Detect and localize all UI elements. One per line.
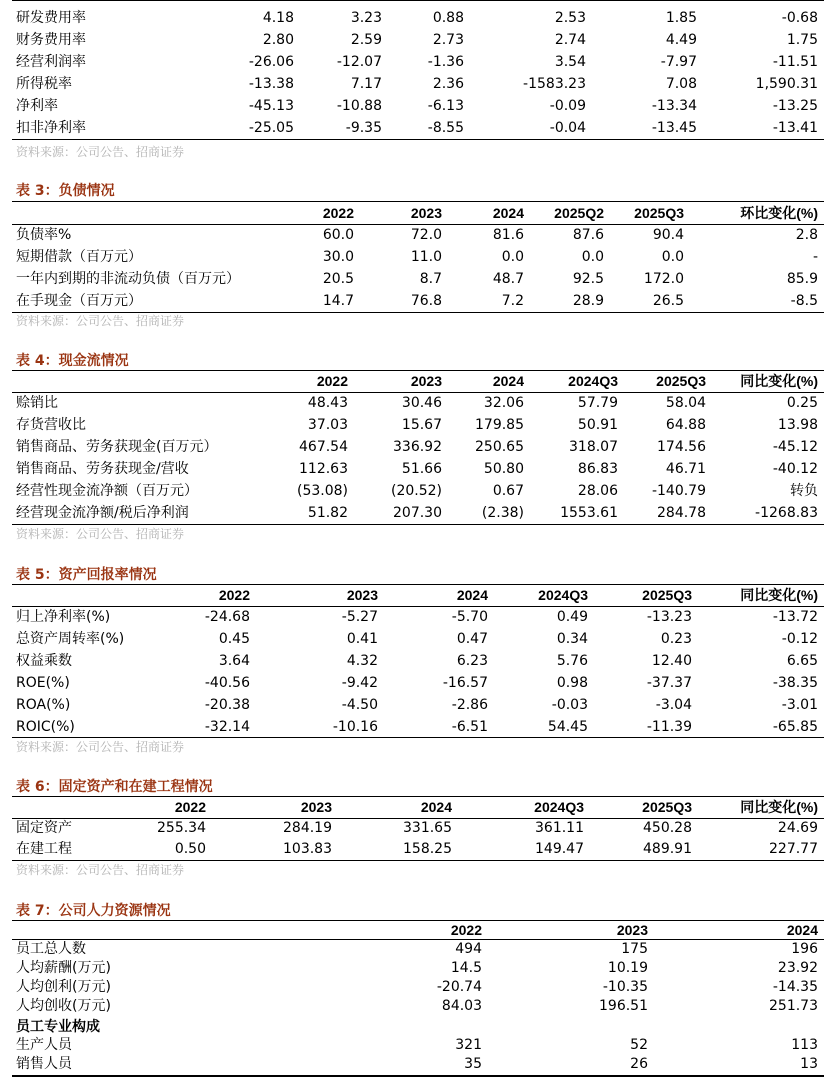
cell: -10.16 — [332, 719, 378, 735]
table-row — [12, 503, 824, 524]
row-label: 赊销比 — [16, 395, 58, 411]
row-label: 人均创利(万元) — [16, 979, 111, 995]
table-row — [12, 52, 824, 73]
row-label: 归上净利率(%) — [16, 609, 111, 625]
row-label: 短期借款（百万元） — [16, 249, 142, 265]
cell: 2.8 — [795, 227, 818, 243]
cell: -5.27 — [341, 609, 378, 625]
cell: 76.8 — [410, 293, 442, 309]
cell: 1.85 — [665, 10, 697, 26]
column-header: 2024Q3 — [568, 373, 618, 389]
cell: 336.92 — [393, 439, 442, 455]
table-row — [12, 96, 824, 117]
cell: 0.88 — [432, 10, 464, 26]
cell: -7.97 — [660, 54, 697, 70]
cell: 58.04 — [665, 395, 706, 411]
cell: 57.79 — [577, 395, 618, 411]
cell: 54.45 — [547, 719, 588, 735]
table-title: 表 6：固定资产和在建工程情况 — [16, 779, 213, 795]
cell: 361.11 — [535, 820, 584, 836]
table-title: 表 4：现金流情况 — [16, 353, 129, 369]
cell: 26.5 — [652, 293, 684, 309]
cell: 196 — [791, 941, 818, 957]
cell: 0.25 — [786, 395, 818, 411]
column-header: 2024Q3 — [538, 587, 588, 603]
cell: -1583.23 — [523, 76, 586, 92]
cell: 179.85 — [475, 417, 524, 433]
cell: 0.0 — [501, 249, 524, 265]
cell: 284.78 — [657, 505, 706, 521]
table-row — [12, 607, 824, 628]
table-row — [12, 818, 824, 839]
column-header: 2025Q3 — [634, 205, 684, 221]
cell: 6.65 — [786, 653, 818, 669]
column-header: 2024 — [492, 373, 524, 389]
cell: -6.13 — [427, 98, 464, 114]
cell: 255.34 — [157, 820, 206, 836]
table-row — [12, 977, 824, 998]
row-label: ROA(%) — [16, 697, 71, 713]
cell: 86.83 — [577, 461, 618, 477]
cell: 28.9 — [572, 293, 604, 309]
column-header: 同比变化(%) — [740, 587, 818, 603]
cell: 251.73 — [769, 998, 818, 1014]
cell: -3.04 — [655, 697, 692, 713]
cell: 81.6 — [492, 227, 524, 243]
row-label: 扣非净利率 — [16, 120, 86, 136]
cell: 64.88 — [665, 417, 706, 433]
cell: -4.50 — [341, 697, 378, 713]
cell: 11.0 — [410, 249, 442, 265]
cell: 87.6 — [572, 227, 604, 243]
table-row — [12, 8, 824, 29]
cell: 227.77 — [769, 841, 818, 857]
cell: 35 — [464, 1056, 482, 1072]
cell: 51.82 — [307, 505, 348, 521]
cell: 14.7 — [322, 293, 354, 309]
cell: 30.0 — [322, 249, 354, 265]
table-bottom-rule — [12, 139, 824, 140]
cell: 2.80 — [262, 32, 294, 48]
cell: 30.46 — [401, 395, 442, 411]
table-header-row — [12, 203, 824, 224]
cell: - — [812, 249, 818, 265]
cell: 158.25 — [403, 841, 452, 857]
cell: 0.50 — [174, 841, 206, 857]
cell: 1,590.31 — [755, 76, 818, 92]
table-subhead-row — [12, 1016, 824, 1037]
column-header: 2022 — [450, 922, 482, 938]
table-row — [12, 717, 824, 738]
cell: 0.23 — [660, 631, 692, 647]
cell: -140.79 — [651, 483, 706, 499]
row-label: 销售商品、劳务获现金/营收 — [16, 461, 189, 477]
cell: -16.57 — [442, 675, 488, 691]
cell: 52 — [630, 1037, 648, 1053]
cell: 0.47 — [456, 631, 488, 647]
table-row — [12, 225, 824, 246]
cell: 13.98 — [777, 417, 818, 433]
column-header: 2022 — [218, 587, 250, 603]
cell: 0.41 — [346, 631, 378, 647]
cell: 84.03 — [441, 998, 482, 1014]
cell: 48.7 — [492, 271, 524, 287]
cell: 4.18 — [262, 10, 294, 26]
cell: 450.28 — [643, 820, 692, 836]
cell: 174.56 — [657, 439, 706, 455]
cell: 250.65 — [475, 439, 524, 455]
cell: -12.07 — [336, 54, 382, 70]
cell: 13 — [800, 1056, 818, 1072]
cell: -45.13 — [248, 98, 294, 114]
row-label: 权益乘数 — [16, 653, 72, 669]
table-row — [12, 118, 824, 139]
cell: 5.76 — [556, 653, 588, 669]
cell: 112.63 — [299, 461, 348, 477]
cell: 1553.61 — [560, 505, 618, 521]
cell: 20.5 — [322, 271, 354, 287]
cell: 4.32 — [346, 653, 378, 669]
cell: -40.12 — [772, 461, 818, 477]
cell: -13.38 — [248, 76, 294, 92]
cell: 60.0 — [322, 227, 354, 243]
cell: -25.05 — [248, 120, 294, 136]
cell: -0.68 — [781, 10, 818, 26]
cell: 37.03 — [307, 417, 348, 433]
table-bottom-rule — [12, 1075, 824, 1077]
cell: -20.38 — [204, 697, 250, 713]
table-row — [12, 1054, 824, 1075]
source-note: 资料来源：公司公告、招商证券 — [16, 314, 185, 328]
cell: 207.30 — [393, 505, 442, 521]
cell: 3.23 — [350, 10, 382, 26]
cell: -20.74 — [436, 979, 482, 995]
cell: 28.06 — [577, 483, 618, 499]
cell: -9.42 — [341, 675, 378, 691]
source-note: 资料来源：公司公告、招商证券 — [16, 740, 185, 754]
cell: (53.08) — [296, 483, 348, 499]
cell: -0.03 — [551, 697, 588, 713]
cell: -3.01 — [781, 697, 818, 713]
row-label: ROIC(%) — [16, 719, 75, 735]
column-header: 2025Q3 — [656, 373, 706, 389]
table-row — [12, 695, 824, 716]
column-header: 2023 — [300, 799, 332, 815]
cell: 103.83 — [283, 841, 332, 857]
cell: 26 — [630, 1056, 648, 1072]
cell: 113 — [791, 1037, 818, 1053]
row-label: 销售人员 — [16, 1056, 72, 1072]
table-row — [12, 839, 824, 860]
column-header: 2024Q3 — [534, 799, 584, 815]
table-row — [12, 629, 824, 650]
cell: -45.12 — [772, 439, 818, 455]
table-row — [12, 651, 824, 672]
cell: -37.37 — [646, 675, 692, 691]
cell: 12.40 — [651, 653, 692, 669]
cell: 48.43 — [307, 395, 348, 411]
cell: -11.51 — [772, 54, 818, 70]
cell: -24.68 — [204, 609, 250, 625]
row-label: 人均创收(万元) — [16, 998, 111, 1014]
cell: -38.35 — [772, 675, 818, 691]
row-label: 负债率% — [16, 227, 72, 243]
cell: 23.92 — [777, 960, 818, 976]
column-header: 2025Q2 — [554, 205, 604, 221]
table-row — [12, 996, 824, 1017]
cell: 2.74 — [554, 32, 586, 48]
row-label: 经营性现金流净额（百万元） — [16, 483, 198, 499]
table-header-row — [12, 371, 824, 392]
cell: -8.5 — [790, 293, 818, 309]
row-label: 经营利润率 — [16, 54, 86, 70]
cell: -26.06 — [248, 54, 294, 70]
column-header: 2025Q3 — [642, 799, 692, 815]
table-row — [12, 269, 824, 290]
cell: 196.51 — [599, 998, 648, 1014]
row-label: 净利率 — [16, 98, 58, 114]
cell: -1268.83 — [755, 505, 818, 521]
table-row — [12, 459, 824, 480]
cell: 90.4 — [652, 227, 684, 243]
cell: (2.38) — [481, 505, 524, 521]
table-top-rule — [12, 201, 824, 202]
cell: -32.14 — [204, 719, 250, 735]
table-title: 表 5：资产回报率情况 — [16, 567, 157, 583]
table-row — [12, 481, 824, 502]
column-header: 2024 — [456, 587, 488, 603]
table-header-row — [12, 585, 824, 606]
row-label: 财务费用率 — [16, 32, 86, 48]
cell: -5.70 — [451, 609, 488, 625]
cell: 50.91 — [577, 417, 618, 433]
table-row — [12, 291, 824, 312]
table-row — [12, 673, 824, 694]
source-note: 资料来源：公司公告、招商证券 — [16, 145, 185, 159]
cell: -6.51 — [451, 719, 488, 735]
cell: 6.23 — [456, 653, 488, 669]
cell: 321 — [455, 1037, 482, 1053]
row-label: 在建工程 — [16, 841, 72, 857]
cell: 8.7 — [419, 271, 442, 287]
cell: 24.69 — [777, 820, 818, 836]
cell: 10.19 — [607, 960, 648, 976]
row-label: 员工总人数 — [16, 941, 86, 957]
row-label: 所得税率 — [16, 76, 72, 92]
cell: -10.88 — [336, 98, 382, 114]
column-header: 2023 — [346, 587, 378, 603]
table-row — [12, 415, 824, 436]
cell: 0.45 — [218, 631, 250, 647]
cell: 14.5 — [450, 960, 482, 976]
cell: 2.73 — [432, 32, 464, 48]
column-header: 2023 — [616, 922, 648, 938]
cell: 92.5 — [572, 271, 604, 287]
cell: 331.65 — [403, 820, 452, 836]
cell: 32.06 — [483, 395, 524, 411]
cell: -8.55 — [427, 120, 464, 136]
column-header: 2022 — [174, 799, 206, 815]
row-label: 人均薪酬(万元) — [16, 960, 111, 976]
cell: 72.0 — [410, 227, 442, 243]
table-row — [12, 958, 824, 979]
cell: 转负 — [790, 483, 818, 499]
cell: -10.35 — [602, 979, 648, 995]
column-header: 同比变化(%) — [740, 373, 818, 389]
row-label: 固定资产 — [16, 820, 72, 836]
column-header: 2022 — [316, 373, 348, 389]
cell: 489.91 — [643, 841, 692, 857]
table-row — [12, 1035, 824, 1056]
cell: 494 — [455, 941, 482, 957]
table-row — [12, 74, 824, 95]
cell: 2.36 — [432, 76, 464, 92]
cell: 85.9 — [786, 271, 818, 287]
cell: -13.45 — [651, 120, 697, 136]
table-row — [12, 30, 824, 51]
cell: -14.35 — [772, 979, 818, 995]
column-header: 2023 — [410, 373, 442, 389]
table-row — [12, 393, 824, 414]
column-header: 2024 — [492, 205, 524, 221]
table-title: 表 3：负债情况 — [16, 183, 115, 199]
cell: -13.41 — [772, 120, 818, 136]
cell: 7.17 — [350, 76, 382, 92]
cell: -0.09 — [549, 98, 586, 114]
table-title: 表 7：公司人力资源情况 — [16, 903, 171, 919]
column-header: 2024 — [420, 799, 452, 815]
cell: 0.0 — [581, 249, 604, 265]
row-label: 销售商品、劳务获现金(百万元） — [16, 439, 218, 455]
cell: 172.0 — [643, 271, 684, 287]
cell: 284.19 — [283, 820, 332, 836]
cell: -13.72 — [772, 609, 818, 625]
cell: 0.34 — [556, 631, 588, 647]
cell: 2.59 — [350, 32, 382, 48]
column-header: 同比变化(%) — [740, 799, 818, 815]
cell: 3.64 — [218, 653, 250, 669]
cell: 2.53 — [554, 10, 586, 26]
table-row — [12, 939, 824, 960]
cell: -65.85 — [772, 719, 818, 735]
cell: 0.67 — [492, 483, 524, 499]
cell: 4.49 — [665, 32, 697, 48]
column-header: 2022 — [322, 205, 354, 221]
source-note: 资料来源：公司公告、招商证券 — [16, 863, 185, 877]
source-note: 资料来源：公司公告、招商证券 — [16, 527, 185, 541]
row-label: 一年内到期的非流动负债（百万元） — [16, 271, 240, 287]
cell: -0.04 — [549, 120, 586, 136]
cell: 0.49 — [556, 609, 588, 625]
cell: -9.35 — [345, 120, 382, 136]
cell: 3.54 — [554, 54, 586, 70]
cell: -13.23 — [646, 609, 692, 625]
cell: 7.2 — [501, 293, 524, 309]
cell: 467.54 — [299, 439, 348, 455]
cell: 175 — [621, 941, 648, 957]
cell: 149.47 — [535, 841, 584, 857]
cell: -11.39 — [646, 719, 692, 735]
column-header: 2024 — [786, 922, 818, 938]
table-header-row — [12, 920, 824, 941]
cell: 318.07 — [569, 439, 618, 455]
row-label: 生产人员 — [16, 1037, 72, 1053]
column-header: 环比变化(%) — [740, 205, 818, 221]
cell: 51.66 — [401, 461, 442, 477]
row-label: 在手现金（百万元） — [16, 293, 142, 309]
row-label: ROE(%) — [16, 675, 70, 691]
table-row — [12, 247, 824, 268]
row-label: 存货营收比 — [16, 417, 86, 433]
row-label: 研发费用率 — [16, 10, 86, 26]
table-top-rule — [12, 0, 824, 1]
cell: (20.52) — [390, 483, 442, 499]
cell: 7.08 — [665, 76, 697, 92]
row-label: 总资产周转率(%) — [16, 631, 125, 647]
cell: 1.75 — [786, 32, 818, 48]
table-row — [12, 437, 824, 458]
cell: -1.36 — [427, 54, 464, 70]
column-header: 2025Q3 — [642, 587, 692, 603]
cell: -2.86 — [451, 697, 488, 713]
cell: 46.71 — [665, 461, 706, 477]
cell: -13.34 — [651, 98, 697, 114]
cell: -40.56 — [204, 675, 250, 691]
cell: -13.25 — [772, 98, 818, 114]
subhead-label: 员工专业构成 — [16, 1018, 100, 1034]
column-header: 2023 — [410, 205, 442, 221]
table-header-row — [12, 797, 824, 818]
cell: 50.80 — [483, 461, 524, 477]
cell: 15.67 — [401, 417, 442, 433]
cell: 0.98 — [556, 675, 588, 691]
row-label: 经营现金流净额/税后净利润 — [16, 505, 189, 521]
cell: 0.0 — [661, 249, 684, 265]
cell: -0.12 — [781, 631, 818, 647]
